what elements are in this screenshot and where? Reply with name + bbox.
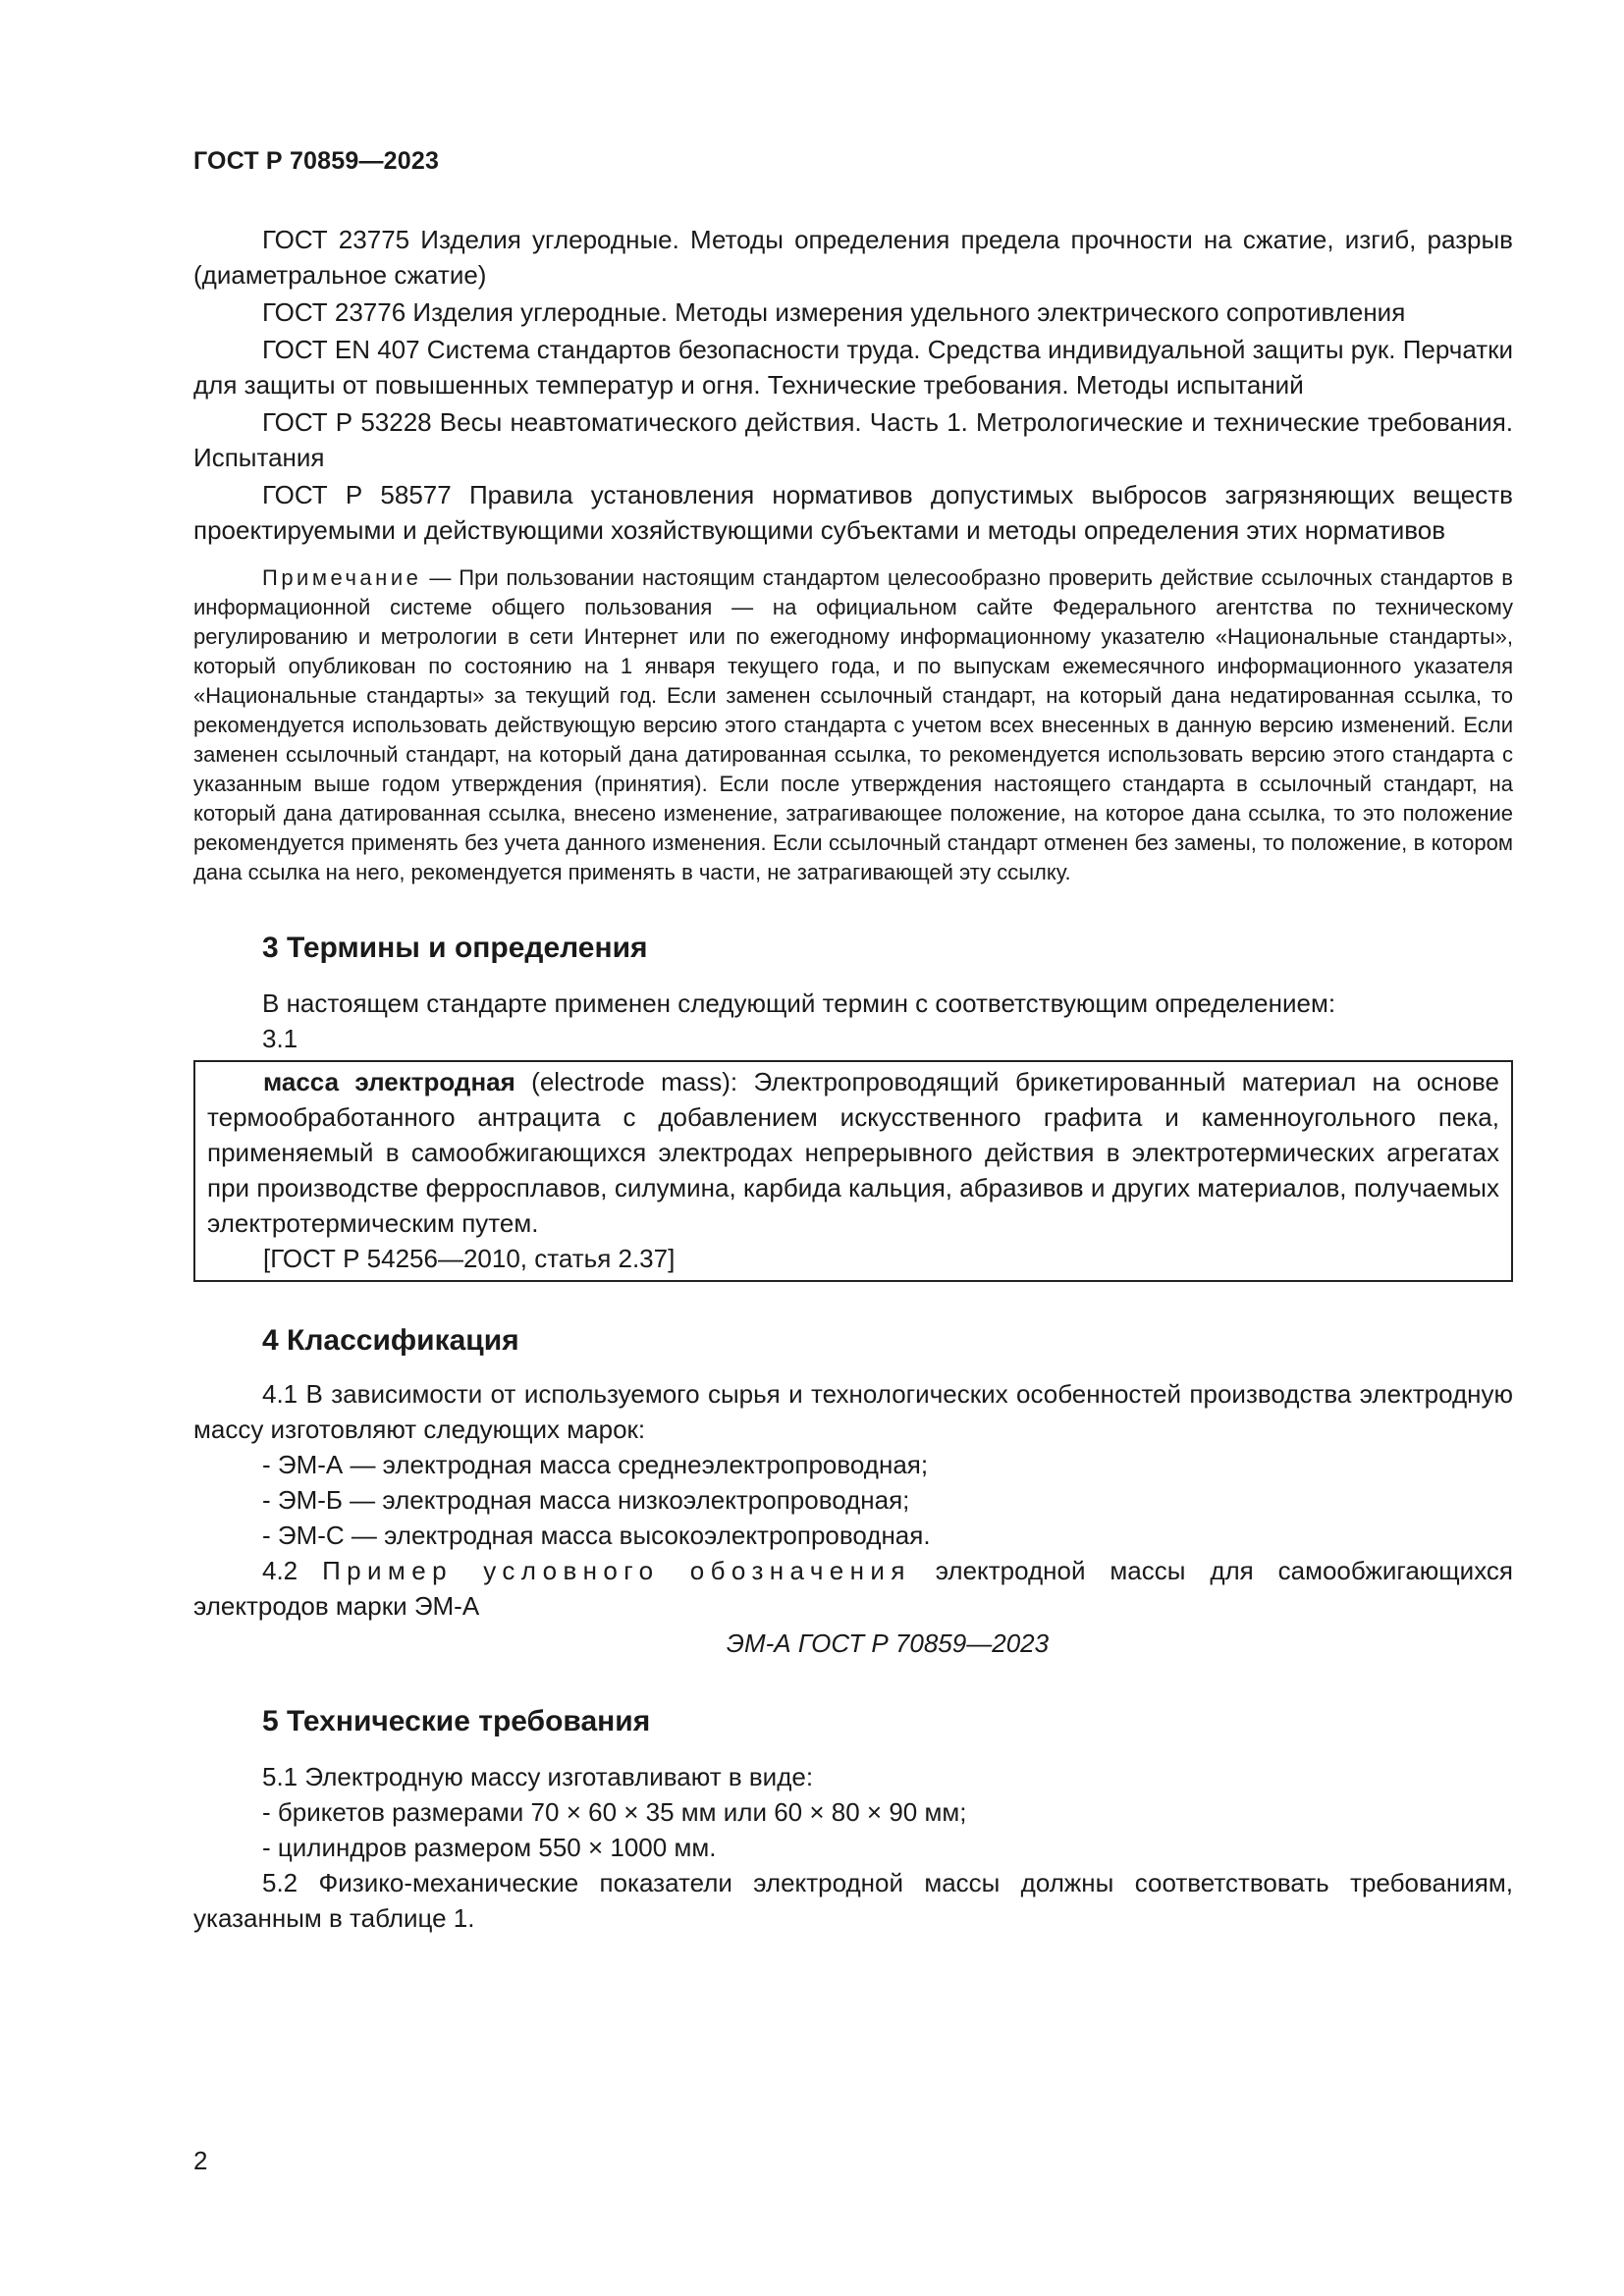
- standard-code-header: ГОСТ Р 70859—2023: [193, 147, 440, 175]
- section-3-intro: В настоящем стандарте применен следующий термин с соответствующим определением:: [262, 988, 1336, 1018]
- reference-gost-en-407: ГОСТ EN 407 Система стандартов безопасности труда. Средства индивидуальной защиты рук. Перчатки для защиты от повышенных температур и огня. Технические требования. Методы испытаний: [193, 335, 1514, 400]
- note-label: Примечание: [262, 565, 422, 590]
- note-text: — При пользовании настоящим стандартом целесообразно проверить действие ссылочных стандартов в информационной системе общего пользования — на официальном сайте Федерального агентства по техническому регулированию и метрологии в сети Интернет или по ежегодному информационному указателю «Национальные стандарты», который опубликован по состоянию на 1 января текущего года, и по выпускам ежемесячного информационного указателя «Национальные стандарты» за текущий год. Если заменен ссылочный стандарт, на который дана недатированная ссылка, то рекомендуется использовать действующую версию этого стандарта с учетом всех внесенных в данную версию изменений. Если заменен ссылочный стандарт, на который дана датированная ссылка, то рекомендуется использовать версию этого стандарта с указанным выше годом утверждения (принятия). Если после утверждения настоящего стандарта в ссылочный стандарт, на который дана датированная ссылка, внесено изменение, затрагивающее положение, на которое дана ссылка, то это положение рекомендуется применять без учета данного изменения. Если ссылочный стандарт отменен без замены, то положение, в котором дана ссылка на него, рекомендуется применять в части, не затрагивающей эту ссылку.: [193, 565, 1513, 884]
- term-number: 3.1: [262, 1024, 298, 1053]
- section-5-1-text: 5.1 Электродную массу изготавливают в виде:: [262, 1762, 814, 1791]
- term-definition-box: [193, 1060, 1513, 1282]
- reference-gost-r-53228: ГОСТ Р 53228 Весы неавтоматического действия. Часть 1. Метрологические и технические требования. Испытания: [193, 407, 1513, 472]
- grade-item: - ЭМ-Б — электродная масса низкоэлектропроводная;: [262, 1485, 910, 1515]
- term-name: масса электродная: [263, 1067, 515, 1096]
- section-4-2-number: 4.2: [262, 1556, 298, 1585]
- term-definition: [207, 1064, 1499, 1241]
- designation-example-label: Пример условного обозначения: [322, 1556, 911, 1585]
- page-content: [193, 222, 1513, 1936]
- section-4-title: 4 Классификация: [262, 1324, 519, 1357]
- section-5-2-text: 5.2 Физико-механические показатели электродной массы должны соответствовать требованиям, указанным в таблице 1.: [193, 1868, 1513, 1933]
- term-definition-text: (electrode mass): Электропроводящий брикетированный материал на основе термообработанного антрацита с добавлением искусственного графита и каменноугольного пека, применяемый в самообжигающихся электродах непрерывного действия в электротермических агрегатах при производстве ферросплавов, силумина, карбида кальция, абразивов и других материалов, получаемых электротермическим путем.: [207, 1067, 1499, 1238]
- reference-gost-r-58577: ГОСТ Р 58577 Правила установления нормативов допустимых выбросов загрязняющих веществ проектируемыми и действующими хозяйствующими субъектами и методы определения этих нормативов: [193, 480, 1513, 545]
- section-4-2-text: [193, 1553, 1513, 1624]
- references-note: [193, 563, 1513, 887]
- reference-gost-23775: ГОСТ 23775 Изделия углеродные. Методы определения предела прочности на сжатие, изгиб, разрыв (диаметральное сжатие): [193, 225, 1513, 290]
- reference-gost-23776: ГОСТ 23776 Изделия углеродные. Методы измерения удельного электрического сопротивления: [262, 297, 1406, 327]
- designation-example: ЭМ-А ГОСТ Р 70859—2023: [726, 1629, 1050, 1658]
- form-item: - брикетов размерами 70 × 60 × 35 мм или 60 × 80 × 90 мм;: [262, 1797, 967, 1827]
- grade-item: - ЭМ-С — электродная масса высокоэлектропроводная.: [262, 1521, 931, 1550]
- grade-item: - ЭМ-А — электродная масса среднеэлектропроводная;: [262, 1450, 929, 1479]
- section-4-1-text: 4.1 В зависимости от используемого сырья и технологических особенностей производства электродную массу изготовляют следующих марок:: [193, 1379, 1513, 1444]
- term-source: [ГОСТ Р 54256—2010, статья 2.37]: [263, 1244, 676, 1273]
- section-4-2-rest: электродной массы для самообжигающихся электродов марки ЭМ-А: [193, 1556, 1513, 1621]
- normative-references-list: [193, 222, 1513, 548]
- section-3-title: 3 Термины и определения: [262, 932, 648, 964]
- page-number: 2: [193, 2146, 208, 2175]
- section-5-title: 5 Технические требования: [262, 1705, 651, 1737]
- form-item: - цилиндров размером 550 × 1000 мм.: [262, 1833, 717, 1862]
